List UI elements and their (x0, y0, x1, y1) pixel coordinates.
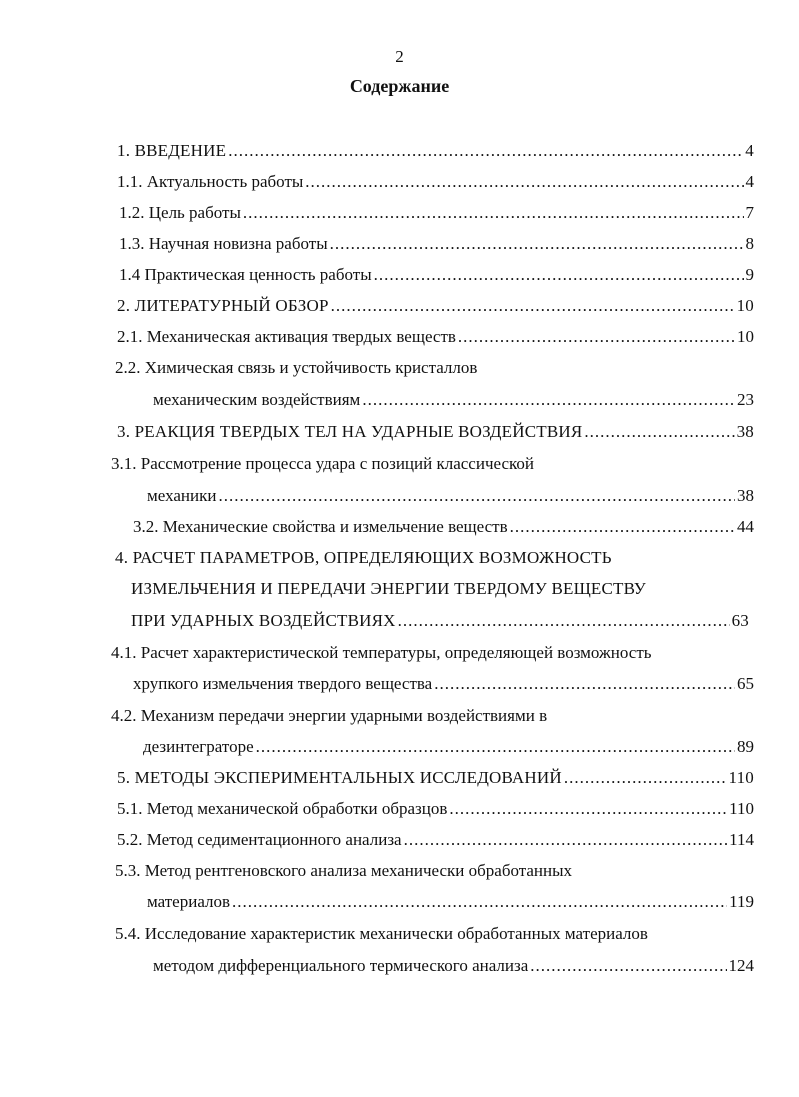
dot-leader (458, 326, 735, 348)
toc-entry-label: 5.1. Метод механической обработки образцов (117, 799, 448, 818)
dot-leader (228, 140, 743, 162)
toc-entry-3[interactable] (117, 421, 754, 443)
toc-entry-page: 110 (728, 768, 754, 787)
toc-entry-2[interactable] (117, 295, 754, 317)
toc-entry-1-2[interactable] (119, 202, 754, 224)
toc-entry-page: 110 (729, 799, 754, 818)
toc-entry-page: 4 (745, 141, 754, 160)
toc-entry-label: 5.2. Метод седиментационного анализа (117, 830, 402, 849)
toc-entry-label: механическим воздействиям (153, 390, 361, 409)
toc-entry-2-2[interactable] (153, 389, 754, 411)
toc-entry-page: 65 (737, 674, 754, 693)
toc-entry-1-1[interactable] (117, 171, 754, 193)
toc-entry-label: ПРИ УДАРНЫХ ВОЗДЕЙСТВИЯХ (131, 611, 396, 630)
toc-entry-page: 9 (745, 265, 754, 284)
toc-entry-5-4-line1: 5.4. Исследование характеристик механически обработанных материалов (115, 924, 648, 943)
toc-entry-label: 1. ВВЕДЕНИЕ (117, 141, 227, 160)
toc-entry-label: 2. ЛИТЕРАТУРНЫЙ ОБЗОР (117, 296, 329, 315)
toc-entry-3-1-line1: 3.1. Рассмотрение процесса удара с позиций классической (111, 454, 535, 473)
toc-entry-page: 119 (729, 892, 754, 911)
toc-entry-label: 1.3. Научная новизна работы (119, 234, 328, 253)
dot-leader (398, 610, 730, 632)
toc-entry-1-3[interactable] (119, 233, 754, 255)
dot-leader (404, 829, 728, 851)
toc-entry-label: 1.2. Цель работы (119, 203, 241, 222)
dot-leader (362, 389, 735, 411)
toc-entry-label: 3. РЕАКЦИЯ ТВЕРДЫХ ТЕЛ НА УДАРНЫЕ ВОЗДЕЙСТВИЯ (117, 422, 583, 441)
toc-entry-page: 114 (729, 830, 754, 849)
toc-entry-page: 89 (737, 737, 754, 756)
dot-leader (564, 767, 727, 789)
toc-entry-label: материалов (147, 892, 231, 911)
toc-entry-4[interactable] (131, 610, 749, 632)
toc-entry-label: 3.2. Механические свойства и измельчение веществ (133, 517, 508, 536)
toc-entry-page: 63 (731, 611, 749, 630)
dot-leader (510, 516, 735, 538)
dot-leader (256, 736, 735, 758)
toc-entry-page: 23 (737, 390, 754, 409)
dot-leader (218, 485, 735, 507)
toc-entry-4-line2: ИЗМЕЛЬЧЕНИЯ И ПЕРЕДАЧИ ЭНЕРГИИ ТВЕРДОМУ ВЕЩЕСТВУ (131, 579, 647, 598)
toc-entry-page: 4 (745, 172, 754, 191)
page-number: 2 (395, 47, 404, 66)
toc-entry-4-1[interactable] (133, 673, 754, 695)
toc-entry-2-1[interactable] (117, 326, 754, 348)
page-title: Содержание (349, 76, 450, 96)
toc-entry-2-2-line1: 2.2. Химическая связь и устойчивость кристаллов (115, 358, 478, 377)
toc-entry-5-2[interactable] (117, 829, 754, 851)
toc-entry-label: 1.4 Практическая ценность работы (119, 265, 372, 284)
toc-entry-4-2-line1: 4.2. Механизм передачи энергии ударными воздействиями в (111, 706, 548, 725)
toc-entry-label: методом дифференциального термического анализа (153, 956, 529, 975)
toc-entry-3-1[interactable] (147, 485, 754, 507)
toc-entry-1-4[interactable] (119, 264, 754, 286)
toc-entry-5-1[interactable] (117, 798, 754, 820)
dot-leader (449, 798, 727, 820)
toc-entry-4-2[interactable] (143, 736, 754, 758)
toc-entry-page: 44 (737, 517, 754, 536)
dot-leader (305, 171, 743, 193)
toc-entry-1[interactable] (117, 140, 754, 162)
toc-entry-label: хрупкого измельчения твердого вещества (133, 674, 433, 693)
dot-leader (331, 295, 735, 317)
toc-entry-5-3[interactable] (147, 891, 754, 913)
toc-entry-label: 1.1. Актуальность работы (117, 172, 304, 191)
dot-leader (243, 202, 744, 224)
toc-entry-3-2[interactable] (133, 516, 754, 538)
toc-entry-4-1-line1: 4.1. Расчет характеристической температуры, определяющей возможность (111, 643, 652, 662)
dot-leader (330, 233, 744, 255)
dot-leader (374, 264, 744, 286)
toc-entry-page: 10 (736, 296, 754, 315)
dot-leader (584, 421, 734, 443)
toc-entry-page: 10 (737, 327, 754, 346)
toc-entry-5-4[interactable] (153, 955, 754, 977)
dot-leader (434, 673, 735, 695)
toc-entry-4-line1: 4. РАСЧЕТ ПАРАМЕТРОВ, ОПРЕДЕЛЯЮЩИХ ВОЗМОЖНОСТЬ (115, 548, 612, 567)
toc-entry-label: 2.1. Механическая активация твердых веществ (117, 327, 456, 346)
dot-leader (530, 955, 726, 977)
toc-entry-page: 38 (736, 422, 754, 441)
toc-entry-page: 124 (728, 956, 754, 975)
toc-entry-page: 8 (745, 234, 754, 253)
toc-entry-page: 38 (737, 486, 754, 505)
dot-leader (232, 891, 727, 913)
toc-entry-label: механики (147, 486, 217, 505)
toc-entry-5[interactable] (117, 767, 754, 789)
toc-entry-label: дезинтеграторе (143, 737, 254, 756)
toc-entry-5-3-line1: 5.3. Метод рентгеновского анализа механически обработанных (115, 861, 573, 880)
toc-entry-label: 5. МЕТОДЫ ЭКСПЕРИМЕНТАЛЬНЫХ ИССЛЕДОВАНИЙ (117, 768, 562, 787)
toc-entry-page: 7 (745, 203, 754, 222)
